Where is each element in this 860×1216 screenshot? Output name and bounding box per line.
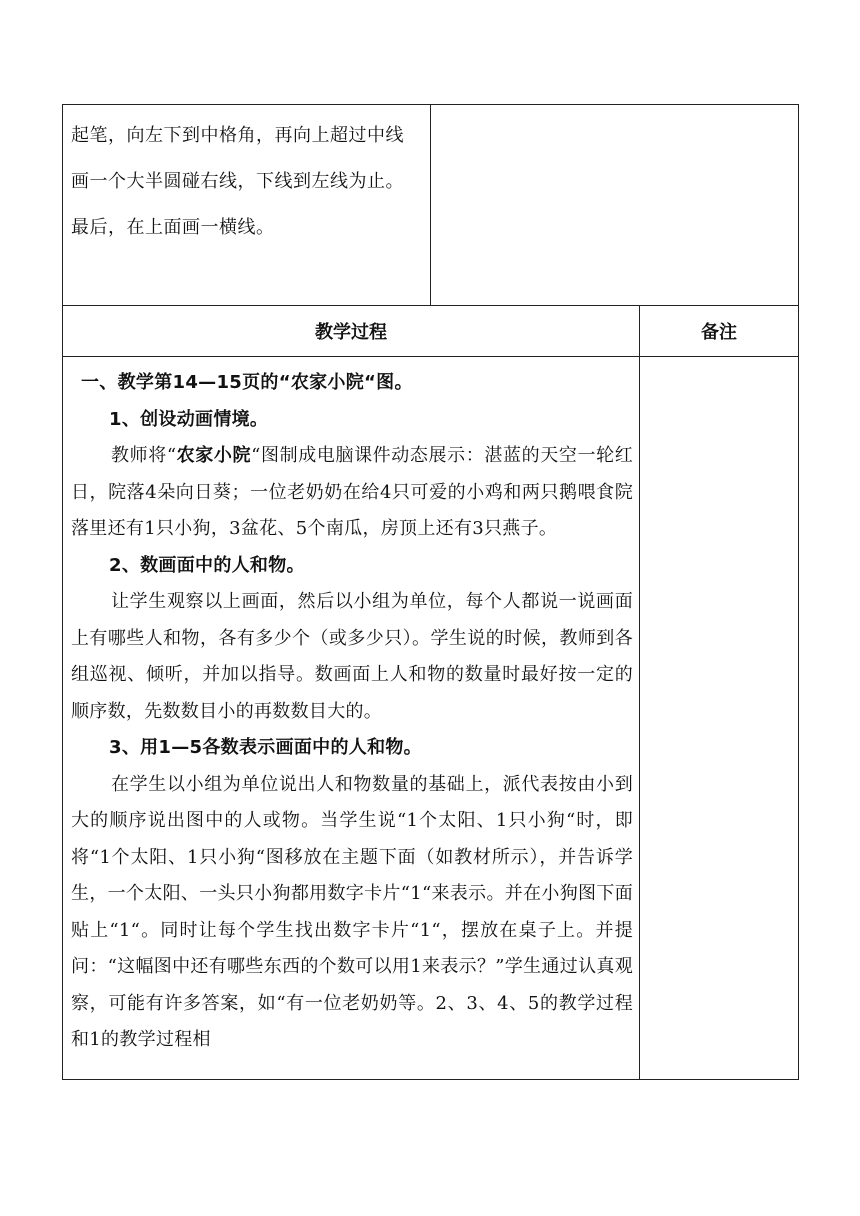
section1-title: 一、教学第14—15页的“农家小院“图。 (81, 372, 413, 393)
process-body-cell (62, 356, 640, 1080)
notes-header-label: 备注 (701, 322, 737, 343)
step3-paragraph: 在学生以小组为单位说出人和物数量的基础上，派代表按由小到大的顺序说出图中的人或物。当学生说“1个太阳、1只小狗“时，即将“1个太阳、1只小狗“图移放在主题下面（如教材所示），并告诉学生，一个太阳、一头只小狗都用数字卡片“1“来表示。并在小狗图下面贴上“1“。同时让每个学生找出数字卡片“1“，摆放在桌子上。并提问：“这幅图中还有哪些东西的个数可以用1来表示？”学生通过认真观察，可能有许多答案，如“有一位老奶奶等。2、3、4、5的教学过程和1的教学过程相 (71, 773, 633, 1050)
step3-title: 3、用1—5各数表示画面中的人和物。 (109, 737, 422, 758)
step2-title: 2、数画面中的人和物。 (109, 554, 305, 576)
process-header-cell (62, 305, 640, 357)
writing-instructions-text: 起笔，向左下到中格角，再向上超过中线画一个大半圆碰右线，下线到左线为止。最后，在上面画一横线。 (71, 125, 404, 238)
step1-lead: 教师将“ (111, 445, 177, 466)
top-right-cell (430, 104, 799, 306)
notes-header-cell (639, 305, 799, 357)
step1-paragraph (71, 438, 633, 548)
top-left-cell (62, 104, 431, 306)
notes-body-cell (639, 356, 799, 1080)
process-header-label: 教学过程 (315, 322, 387, 343)
step1-bold-term: 农家小院 (176, 445, 252, 466)
step1-title: 1、创设动画情境。 (109, 408, 269, 430)
process-body-text (71, 365, 633, 1059)
step1-rest: “图制成电脑课件动态展示：湛蓝的天空一轮红日，院落4朵向日葵；一位老奶奶在给4只可爱的小鸡和两只鹅喂食院落里还有1只小狗，3盆花、5个南瓜，房顶上还有3只燕子。 (71, 445, 634, 539)
step2-paragraph: 让学生观察以上画面，然后以小组为单位，每个人都说一说画面上有哪些人和物，各有多少个（或多少只）。学生说的时候，教师到各组巡视、倾听，并加以指导。数画面上人和物的数量时最好按一定的顺序数，先数数目小的再数数目大的。 (71, 591, 633, 722)
